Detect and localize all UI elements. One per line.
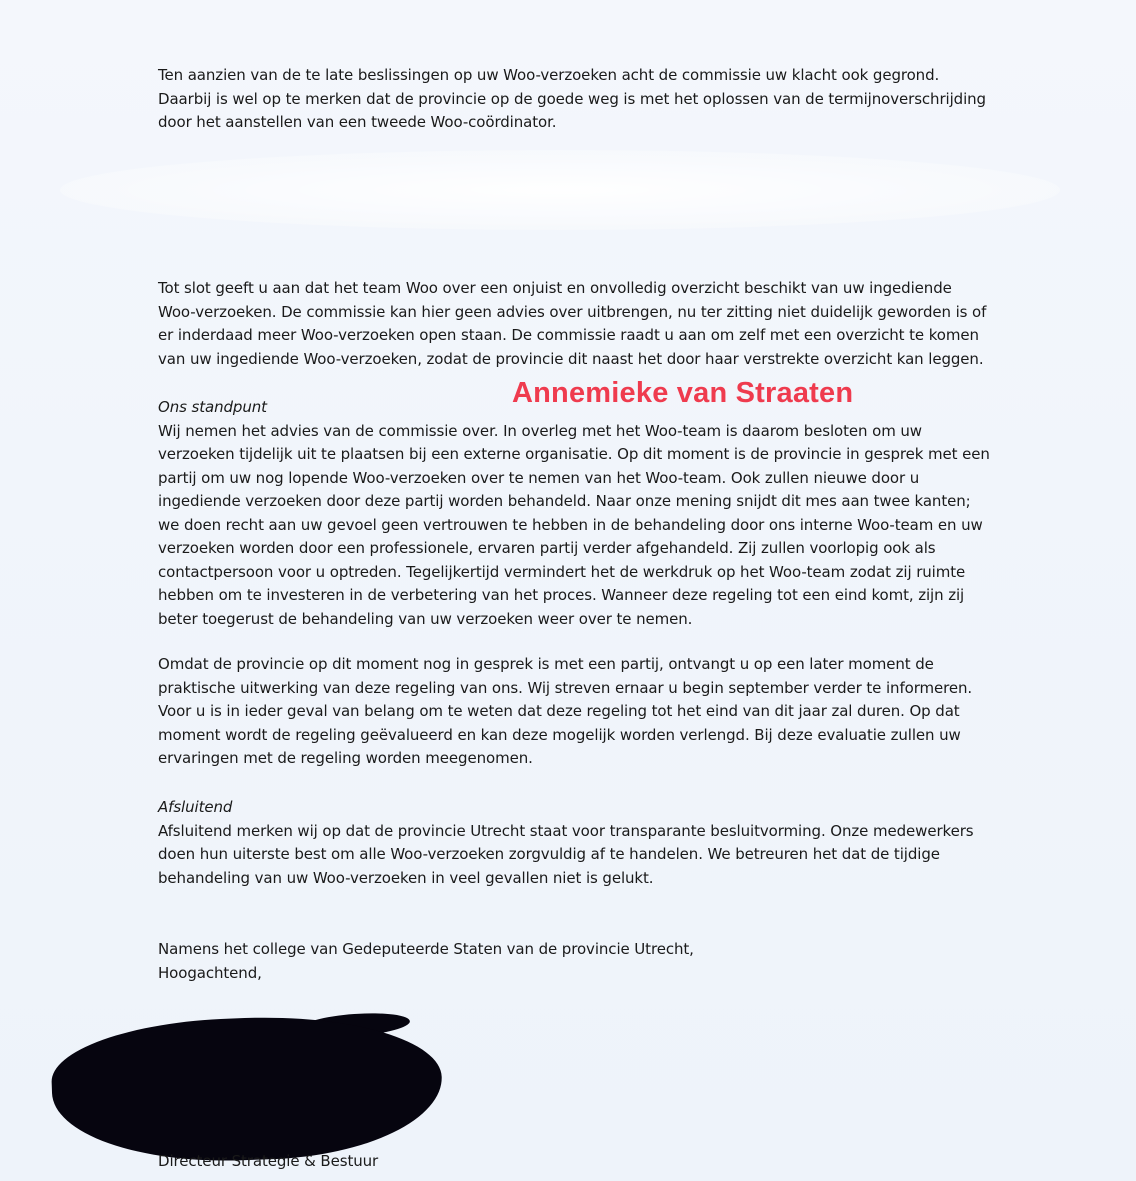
section-heading: Afsluitend bbox=[158, 798, 233, 816]
signatory-title: Directeur Strategie & Bestuur bbox=[158, 1152, 379, 1170]
text-line: Namens het college van Gedeputeerde Staten van de provincie Utrecht, bbox=[158, 940, 694, 958]
section-heading: Ons standpunt bbox=[158, 398, 267, 416]
text-line: Afsluitend merken wij op dat de provincie Utrecht staat voor transparante besluitvorming. Onze medewerkers bbox=[158, 821, 974, 840]
text-line: Hoogachtend, bbox=[158, 963, 262, 982]
text-line: moment wordt de regeling geëvalueerd en kan deze mogelijk worden verlengd. Bij deze evaluatie zullen uw bbox=[158, 725, 961, 744]
paragraph-overview bbox=[158, 277, 1058, 371]
closing-salutation bbox=[158, 938, 1058, 985]
section-ons-standpunt bbox=[158, 396, 1058, 631]
paragraph-practical-elaboration bbox=[158, 653, 1058, 771]
signature-block bbox=[158, 1150, 1058, 1174]
photo-glare bbox=[60, 150, 1060, 230]
paragraph-late-decisions bbox=[158, 64, 1058, 135]
section-afsluitend bbox=[158, 796, 1058, 890]
text-line: van uw ingediende Woo-verzoeken, zodat de provincie dit naast het door haar verstrekte overzicht kan leggen. bbox=[158, 349, 984, 368]
text-line: Voor u is in ieder geval van belang om te weten dat deze regeling tot het eind van dit jaar zal duren. Op dat bbox=[158, 702, 960, 720]
text-line: partij om uw nog lopende Woo-verzoeken over te nemen van het Woo-team. Ook zullen nieuwe door u bbox=[158, 468, 920, 487]
text-line: behandeling van uw Woo-verzoeken in veel gevallen niet is gelukt. bbox=[158, 868, 654, 887]
text-line: ingediende verzoeken door deze partij worden behandeld. Naar onze mening snijdt dit mes aan twee kanten; bbox=[158, 492, 971, 510]
text-line: ervaringen met de regeling worden meegenomen. bbox=[158, 749, 533, 767]
text-line: verzoeken tijdelijk uit te plaatsen bij een externe organisatie. Op dit moment is de provincie in gesprek met een bbox=[158, 445, 990, 463]
text-line: doen hun uiterste best om alle Woo-verzoeken zorgvuldig af te handelen. We betreuren het dat de tijdige bbox=[158, 845, 940, 863]
text-line: Wij nemen het advies van de commissie over. In overleg met het Woo-team is daarom besloten om uw bbox=[158, 421, 922, 440]
text-line: we doen recht aan uw gevoel geen vertrouwen te hebben in de behandeling door ons interne Woo-team en uw bbox=[158, 515, 983, 534]
text-line: beter toegerust de behandeling van uw verzoeken weer over te nemen. bbox=[158, 609, 693, 628]
text-line: er inderdaad meer Woo-verzoeken open staan. De commissie raadt u aan om zelf met een overzicht te komen bbox=[158, 326, 979, 344]
overlay-name-text: Annemieke van Straaten bbox=[512, 377, 854, 409]
redacted-signature bbox=[50, 1011, 445, 1167]
text-line: Woo-verzoeken. De commissie kan hier geen advies over uitbrengen, nu ter zitting niet duidelijk geworden is of bbox=[158, 302, 987, 321]
text-line: hebben om te investeren in de verbetering van het proces. Wanneer deze regeling tot een eind komt, zijn zij bbox=[158, 586, 965, 604]
text-line: Tot slot geeft u aan dat het team Woo over een onjuist en onvolledig overzicht beschikt van uw ingediende bbox=[158, 279, 952, 297]
text-line: Daarbij is wel op te merken dat de provincie op de goede weg is met het oplossen van de termijnoverschrijding bbox=[158, 89, 986, 108]
text-line: door het aanstellen van een tweede Woo-coördinator. bbox=[158, 113, 557, 131]
text-line: praktische uitwerking van deze regeling van ons. Wij streven ernaar u begin september verder te informeren. bbox=[158, 678, 973, 697]
text-line: verzoeken worden door een professionele, ervaren partij verder afgehandeld. Zij zullen voorlopig ook als bbox=[158, 539, 936, 557]
text-line: Omdat de provincie op dit moment nog in gesprek is met een partij, ontvangt u op een later moment de bbox=[158, 655, 934, 673]
text-line: contactpersoon voor u optreden. Tegelijkertijd vermindert het de werkdruk op het Woo-team zodat zij ruimte bbox=[158, 562, 966, 581]
text-line: Ten aanzien van de te late beslissingen op uw Woo-verzoeken acht de commissie uw klacht ook gegrond. bbox=[158, 66, 940, 84]
